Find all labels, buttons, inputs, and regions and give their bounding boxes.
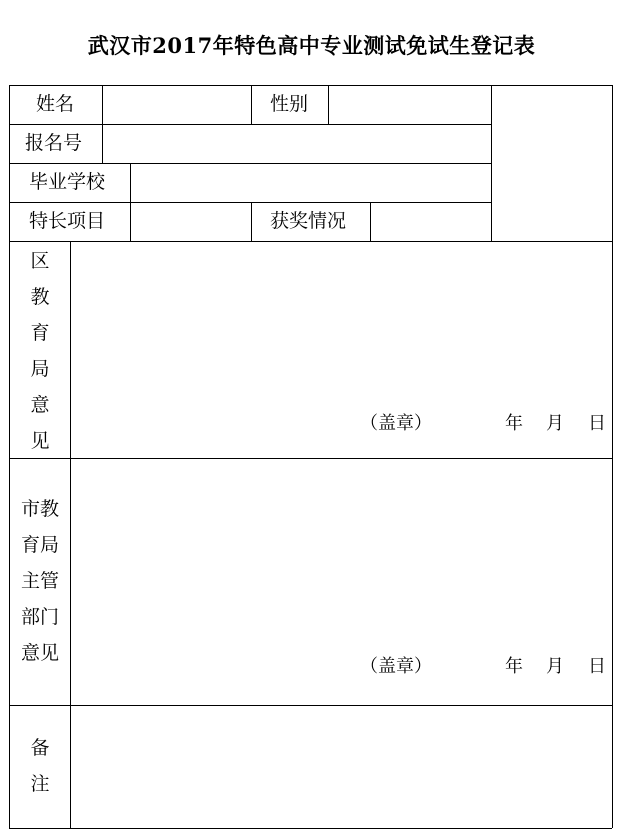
- table-right-border: [612, 85, 613, 828]
- school-field[interactable]: [131, 164, 490, 201]
- gender-field[interactable]: [329, 86, 490, 123]
- remarks-label: 备 注: [30, 737, 50, 795]
- district-day-label: 日: [588, 413, 606, 434]
- district-month-label: 月: [546, 413, 564, 434]
- specialty-label: 特长项目: [29, 210, 106, 232]
- city-day-label: 日: [588, 656, 606, 677]
- specialty-field[interactable]: [131, 203, 250, 240]
- table-bottom-border: [9, 828, 612, 829]
- photo-area[interactable]: [492, 86, 611, 240]
- city-opinion-field[interactable]: [71, 459, 611, 704]
- city-year-label: 年: [505, 656, 523, 677]
- remarks-field[interactable]: [71, 706, 611, 827]
- district-opinion-field[interactable]: [71, 242, 611, 457]
- reg-no-label: 报名号: [25, 132, 83, 154]
- district-year-label: 年: [505, 413, 523, 434]
- gender-label: 性别: [270, 93, 309, 115]
- city-month-label: 月: [546, 656, 564, 677]
- awards-field[interactable]: [371, 203, 490, 240]
- awards-label: 获奖情况: [270, 210, 347, 232]
- form-title: 武汉市2017年特色高中专业测试免试生登记表: [87, 33, 536, 58]
- name-label: 姓名: [36, 93, 75, 115]
- name-field[interactable]: [103, 86, 250, 123]
- district-seal-text: （盖章）: [360, 413, 432, 434]
- city-seal-text: （盖章）: [360, 656, 432, 677]
- reg-no-field[interactable]: [103, 125, 490, 162]
- city-opinion-label: 市教 育局 主管 部门 意见: [20, 498, 59, 664]
- school-label: 毕业学校: [29, 171, 106, 193]
- district-opinion-label: 区 教 育 局 意 见: [30, 250, 50, 452]
